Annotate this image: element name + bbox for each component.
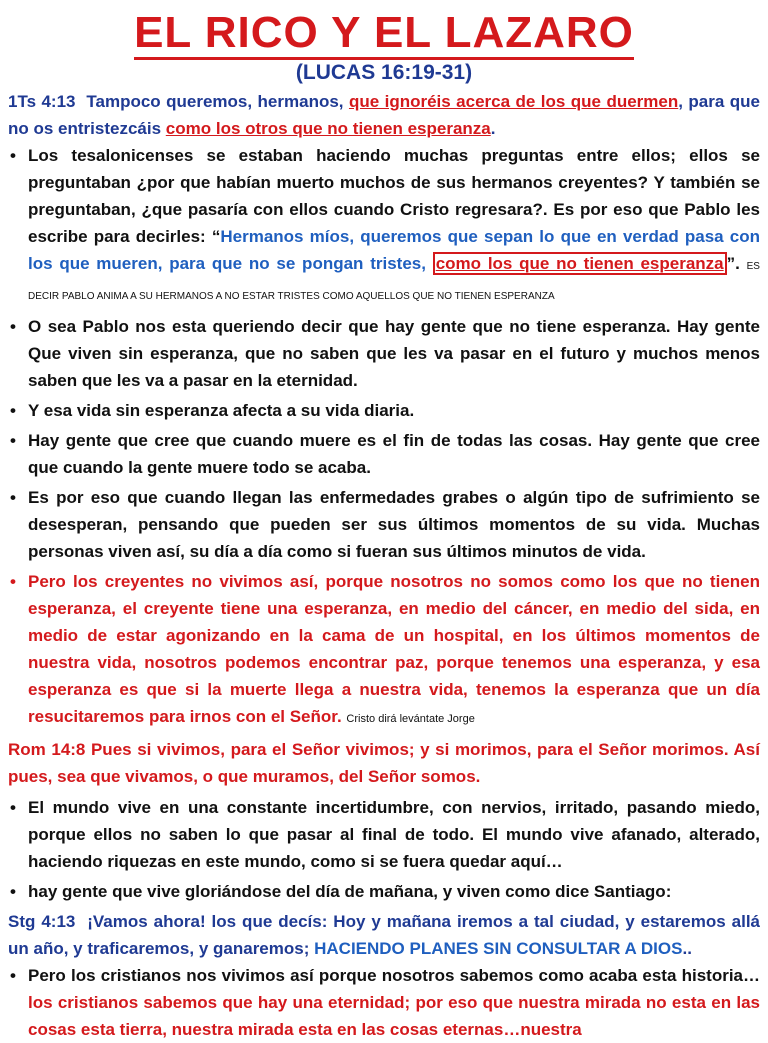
intro-verse: [8, 88, 760, 142]
verse-highlight: que ignoréis acerca de los que duermen: [348, 92, 679, 111]
bullet-handwritten-note: Cristo dirá levántate Jorge: [346, 713, 475, 725]
verse-ref: 1Ts 4:13: [8, 92, 76, 111]
verse-text: , para que no os entristezcáis: [8, 92, 760, 138]
bullet-sin-esperanza: • O sea Pablo nos esta queriendo decir que hay gente que no tiene esperanza. Hay gente Que viven sin esperanza, que no saben que les va pasar en el futuro y muchos menos saben que les va a pasar en la eternidad.: [8, 313, 760, 394]
bullet-quote: Hermanos míos, queremos que sepan lo que en verdad pasa con los que mueren, para que no se pongan tristes,: [28, 227, 760, 273]
romans-verse: Rom 14:8 Pues si vivimos, para el Señor vivimos; y si morimos, para el Señor morimos. Así pues, sea que vivamos, o que muramos, del Señor somos.: [8, 740, 760, 786]
bullet-fin-de-todo: • Hay gente que cree que cuando muere es el fin de todas las cosas. Hay gente que cree que cuando la gente muere todo se acaba.: [8, 427, 760, 481]
bible-reference-subtitle: (LUCAS 16:19-31): [295, 61, 473, 84]
bullet-red-text: los cristianos sabemos que hay una eternidad; por eso que nuestra mirada no esta en las cosas esta tierra, nuestra mirada esta en las cosas eternas…nuestra: [28, 993, 760, 1039]
bullet-text: Pero los creyentes no vivimos así, porque nosotros no somos como los que no tienen esperanza, el creyente tiene una esperanza, en medio del cáncer, en medio del sida, en medio de estar agonizando en la cama de un hospital, en los últimos momentos de nuestra vida, nosotros podemos encontrar paz, porque tenemos una esperanza, y esa esperanza es que si la muerte llega a nuestra vida, tenemos la esperanza que un día resucitaremos para irnos con el Señor.: [28, 572, 760, 726]
verse-text: ¡Vamos ahora! los que decís: Hoy y mañana iremos a tal ciudad, y estaremos allá un año, y traficaremos, y ganaremos;: [8, 912, 760, 958]
bullet-text: Pero los cristianos nos vivimos así porque nosotros sabemos como acaba esta historia…: [28, 966, 760, 985]
bullet-vida-diaria: • Y esa vida sin esperanza afecta a su vida diaria.: [8, 397, 760, 424]
bullet-cristianos-eternidad: [8, 962, 760, 1043]
page-title: [0, 0, 768, 58]
bullet-santiago-intro: • hay gente que vive gloriándose del día de mañana, y viven como dice Santiago:: [8, 878, 760, 905]
verse-ref: Stg 4:13: [8, 912, 76, 931]
bullet-creyentes: [8, 568, 760, 733]
verse-text: .: [490, 119, 496, 138]
document-body: [0, 88, 768, 1043]
verse-highlight: como los otros que no tienen esperanza: [165, 119, 491, 138]
verse-text: ..: [682, 939, 692, 958]
bullet-enfermedades: • Es por eso que cuando llegan las enfermedades grabes o algún tipo de sufrimiento se desesperan, pensando que pueden ser sus últimos momentos de su vida. Muchas personas viven así, su día a día como si fueran sus últimos minutos de vida.: [8, 484, 760, 565]
bullet-text: Los tesalonicenses se estaban haciendo muchas preguntas entre ellos; ellos se preguntaban ¿por que habían muerto muchos de sus hermanos creyentes? Y también se preguntaban, ¿que pasaría con ellos cuando Cristo regresara?. Es por eso que Pablo les escribe para decirles: “: [28, 146, 760, 246]
verse-text: Tampoco queremos, hermanos,: [86, 92, 349, 111]
bullet-mundo-incertidumbre: • El mundo vive en una constante incertidumbre, con nervios, irritado, pasando miedo, porque ellos no saben lo que pasar al final de todo. El mundo vive afanado, alterado, haciendo riquezas en este mundo, como si se fuera quedar aquí…: [8, 794, 760, 875]
santiago-verse: [8, 908, 760, 962]
bullet-small-note: ES DECIR PABLO ANIMA A SU HERMANOS A NO ESTAR TRISTES COMO AQUELLOS QUE NO TIENEN ESPERANZA: [28, 261, 760, 302]
bullet-text: ”.: [726, 254, 740, 273]
title-text: EL RICO Y EL LAZARO: [134, 8, 634, 60]
bullet-tesalonicenses: [8, 142, 760, 310]
verse-emphasis: HACIENDO PLANES SIN CONSULTAR A DIOS: [314, 939, 683, 958]
bullet-quote-highlight: como los que no tienen esperanza: [433, 252, 727, 275]
